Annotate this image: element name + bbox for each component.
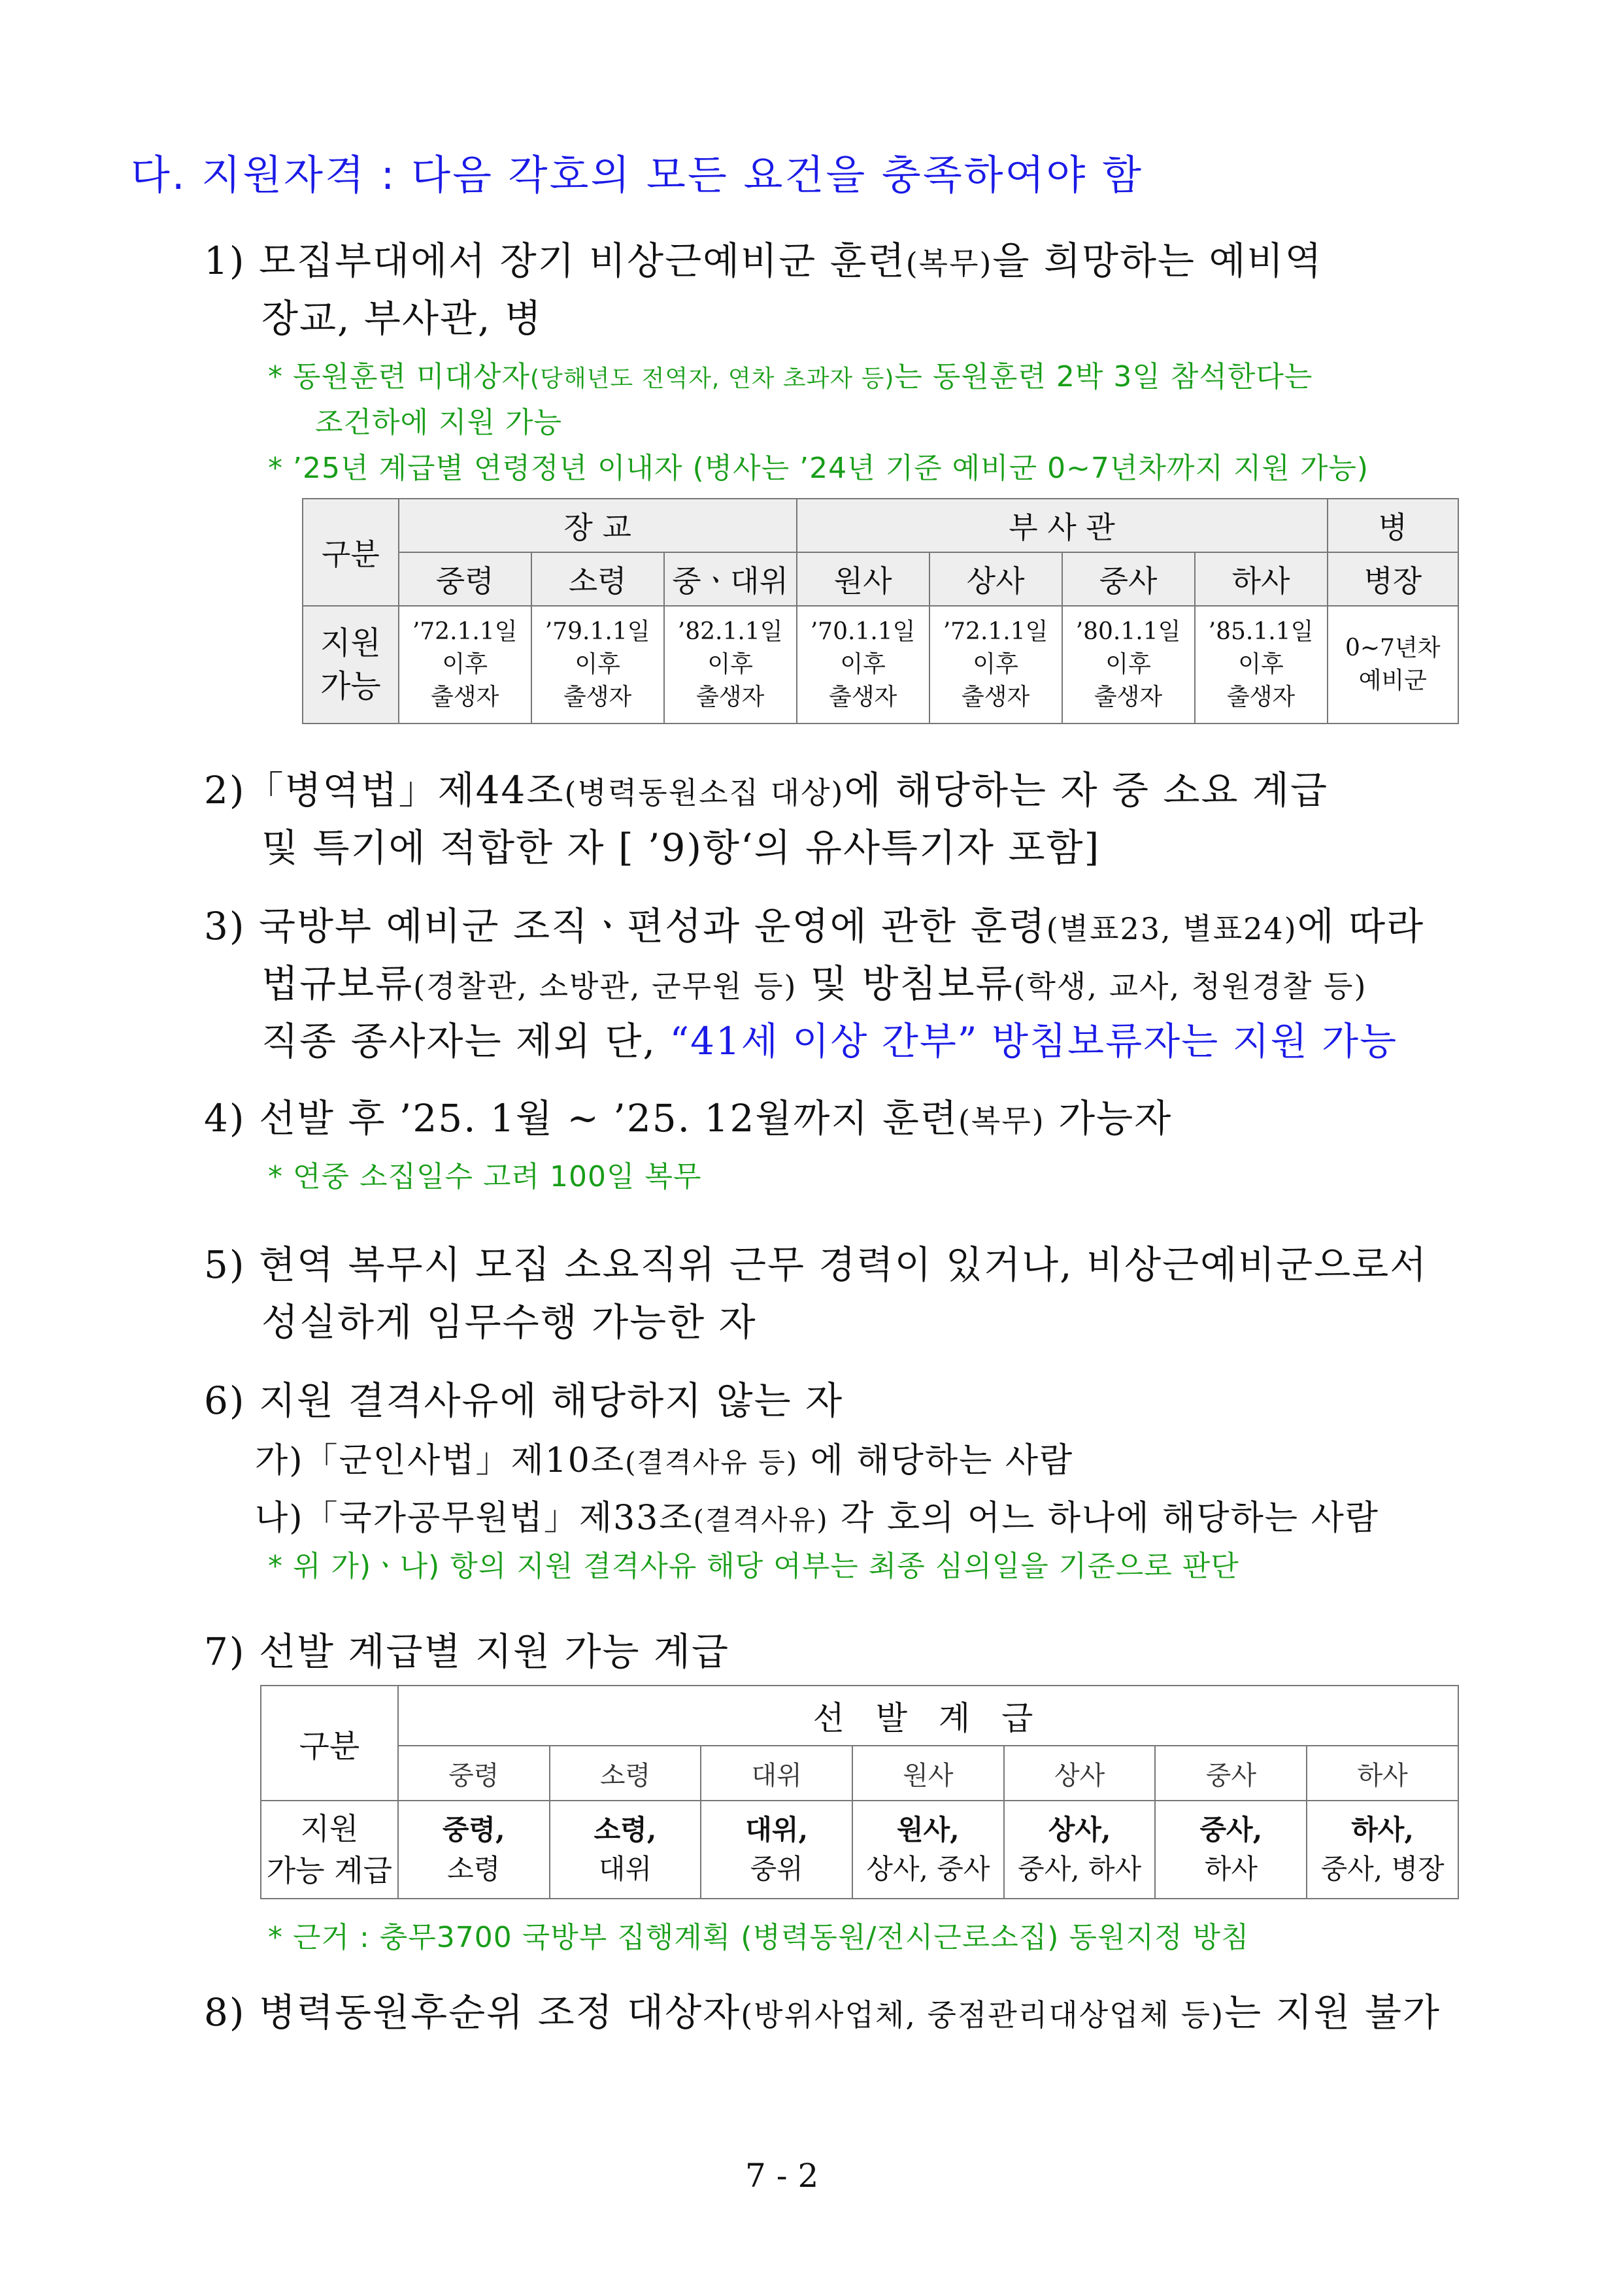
item-4-text-a: 4) 선발 후 ’25. 1월 ~ ’25. 12월까지 훈련 <box>204 1096 958 1140</box>
item-8-line-1 <box>204 1982 1441 2037</box>
item-1-note-1 <box>268 353 1313 395</box>
item-6-sub-1-b: (결격사유 등) <box>625 1446 799 1478</box>
table2-rank: 중사 <box>1155 1746 1307 1801</box>
item-2-line-2: 및 특기에 적합한 자 [ ’9)항‘의 유사특기자 포함] <box>261 825 1101 870</box>
table2-cell: 소령, 대위 <box>550 1801 701 1899</box>
item-1-line-2: 장교, 부사관, 병 <box>261 296 543 341</box>
section-heading: 다. 지원자격 : 다음 각호의 모든 요건을 충족하여야 함 <box>131 151 1143 199</box>
table1-cell: ’70.1.1일 이후 출생자 <box>797 606 929 724</box>
table1-cell: ’72.1.1일 이후 출생자 <box>399 606 531 724</box>
item-6-sub-2 <box>255 1490 1379 1539</box>
item-3-text-f: 및 방침보류 <box>797 961 1014 1006</box>
item-3-highlight: “41세 이상 간부” 방침보류자는 지원 가능 <box>669 1019 1398 1063</box>
table1-gubun: 구분 <box>303 499 399 606</box>
table2-cell: 중령, 소령 <box>398 1801 550 1899</box>
item-3-line-2 <box>261 953 1367 1008</box>
table1-group-officer: 장 교 <box>399 499 797 552</box>
item-4-note: * 연중 소집일수 고려 100일 복무 <box>268 1160 702 1193</box>
table1-cell: ’85.1.1일 이후 출생자 <box>1195 606 1328 724</box>
item-1-note-2: * ’25년 계급별 연령정년 이내자 (병사는 ’24년 기준 예비군 0~7년차까지 지원 가능) <box>268 452 1369 485</box>
item-1-note-1-cont: 조건하에 지원 가능 <box>315 406 563 439</box>
table1-cell: ’79.1.1일 이후 출생자 <box>531 606 664 724</box>
item-2-text-b: (병력동원소집 대상) <box>564 775 845 810</box>
table2-rank: 중령 <box>398 1746 550 1801</box>
item-2-text-c: 에 해당하는 자 중 소요 계급 <box>844 768 1328 812</box>
item-1-text-a: 1) 모집부대에서 장기 비상근예비군 훈련 <box>204 239 906 283</box>
table1-cell: ’82.1.1일 이후 출생자 <box>664 606 797 724</box>
item-7-note: * 근거 : 충무3700 국방부 집행계획 (병력동원/전시근로소집) 동원지정 방침 <box>268 1921 1250 1954</box>
item-4-text-c: 가능자 <box>1045 1096 1173 1140</box>
item-8-text-b: (방위사업체, 중점관리대상업체 등) <box>741 1997 1225 2033</box>
table2-gubun: 구분 <box>261 1686 398 1801</box>
table2-cell: 하사, 중사, 병장 <box>1307 1801 1458 1899</box>
table2-cell: 원사, 상사, 중사 <box>852 1801 1004 1899</box>
table1-group-enlisted: 병 <box>1328 499 1459 552</box>
table2-header: 선 발 계 급 <box>398 1686 1458 1746</box>
table1-rank: 병장 <box>1328 552 1459 606</box>
item-1-text-c: 을 희망하는 예비역 <box>992 239 1323 283</box>
item-1-note-1-a: * 동원훈련 미대상자 <box>268 360 531 393</box>
item-8-text-a: 8) 병력동원후순위 조정 대상자 <box>204 1990 741 2035</box>
item-6-sub-2-b: (결격사유) <box>693 1504 829 1536</box>
item-6-line-1: 6) 지원 결격사유에 해당하지 않는 자 <box>204 1378 844 1423</box>
item-5-line-2: 성실하게 임무수행 가능한 자 <box>261 1300 757 1344</box>
item-4-text-b: (복무) <box>958 1103 1045 1139</box>
item-8-text-c: 는 지원 불가 <box>1224 1990 1441 2035</box>
table2-cell: 상사, 중사, 하사 <box>1004 1801 1156 1899</box>
item-3-text-e: (경찰관, 소방관, 군무원 등) <box>413 969 797 1004</box>
item-2-line-1 <box>204 759 1328 814</box>
item-1-note-1-c: 는 동원훈련 2박 3일 참석한다는 <box>894 360 1313 393</box>
table2-row-label: 지원 가능 계급 <box>261 1801 398 1899</box>
table1-cell: 0~7년차 예비군 <box>1328 606 1459 724</box>
item-6-sub-1-c: 에 해당하는 사람 <box>798 1441 1074 1480</box>
table2-rank: 하사 <box>1307 1746 1458 1801</box>
table1-rank: 중사 <box>1062 552 1195 606</box>
table2-rank: 원사 <box>852 1746 1004 1801</box>
table1-cell: ’80.1.1일 이후 출생자 <box>1062 606 1195 724</box>
item-3-line-1 <box>204 895 1424 950</box>
item-7-line-1: 7) 선발 계급별 지원 가능 계급 <box>204 1629 730 1674</box>
table1-rank: 중령 <box>399 552 531 606</box>
table2-rank: 소령 <box>550 1746 701 1801</box>
table1-rank: 상사 <box>929 552 1062 606</box>
table2-cell: 대위, 중위 <box>701 1801 852 1899</box>
table1-cell: ’72.1.1일 이후 출생자 <box>929 606 1062 724</box>
item-2-text-a: 2)「병역법」제44조 <box>204 768 565 812</box>
item-3-text-d: 법규보류 <box>261 961 414 1006</box>
item-4-line-1 <box>204 1088 1172 1142</box>
item-3-text-c: 에 따라 <box>1297 904 1425 948</box>
table2-rank: 대위 <box>701 1746 852 1801</box>
table1-group-nco: 부 사 관 <box>797 499 1328 552</box>
item-6-note: * 위 가)ㆍ나) 항의 지원 결격사유 해당 여부는 최종 심의일을 기준으로 판단 <box>268 1550 1239 1583</box>
item-1-note-1-b: (당해년도 전역자, 연차 초과자 등) <box>530 365 895 392</box>
item-6-sub-2-a: 나)「국가공무원법」제33조 <box>255 1499 694 1538</box>
item-5-line-1: 5) 현역 복무시 모집 소요직위 근무 경력이 있거나, 비상근예비군으로서 <box>204 1242 1428 1287</box>
eligible-rank-table <box>260 1685 1459 1899</box>
table1-rank: 소령 <box>531 552 664 606</box>
age-limit-table <box>302 498 1459 724</box>
table2-rank: 상사 <box>1004 1746 1156 1801</box>
item-3-text-a: 3) 국방부 예비군 조직ㆍ편성과 운영에 관한 훈령 <box>204 904 1046 948</box>
table1-rank: 하사 <box>1195 552 1328 606</box>
item-1-line-1 <box>204 230 1323 285</box>
item-6-sub-1 <box>255 1433 1073 1482</box>
item-3-text-h: 직종 종사자는 제외 단, <box>261 1019 670 1063</box>
table1-rank: 중ㆍ대위 <box>664 552 797 606</box>
table1-rank: 원사 <box>797 552 929 606</box>
item-3-text-g: (학생, 교사, 청원경찰 등) <box>1013 969 1367 1004</box>
page-number: 7 - 2 <box>745 2157 819 2195</box>
item-3-text-b: (별표23, 별표24) <box>1046 911 1297 946</box>
item-3-line-3 <box>261 1010 1397 1065</box>
item-6-sub-2-c: 각 호의 어느 하나에 해당하는 사람 <box>828 1499 1380 1538</box>
table2-cell: 중사, 하사 <box>1155 1801 1307 1899</box>
item-1-text-b: (복무) <box>905 246 993 281</box>
item-6-sub-1-a: 가)「군인사법」제10조 <box>255 1441 626 1480</box>
table1-row-label: 지원 가능 <box>303 606 399 724</box>
